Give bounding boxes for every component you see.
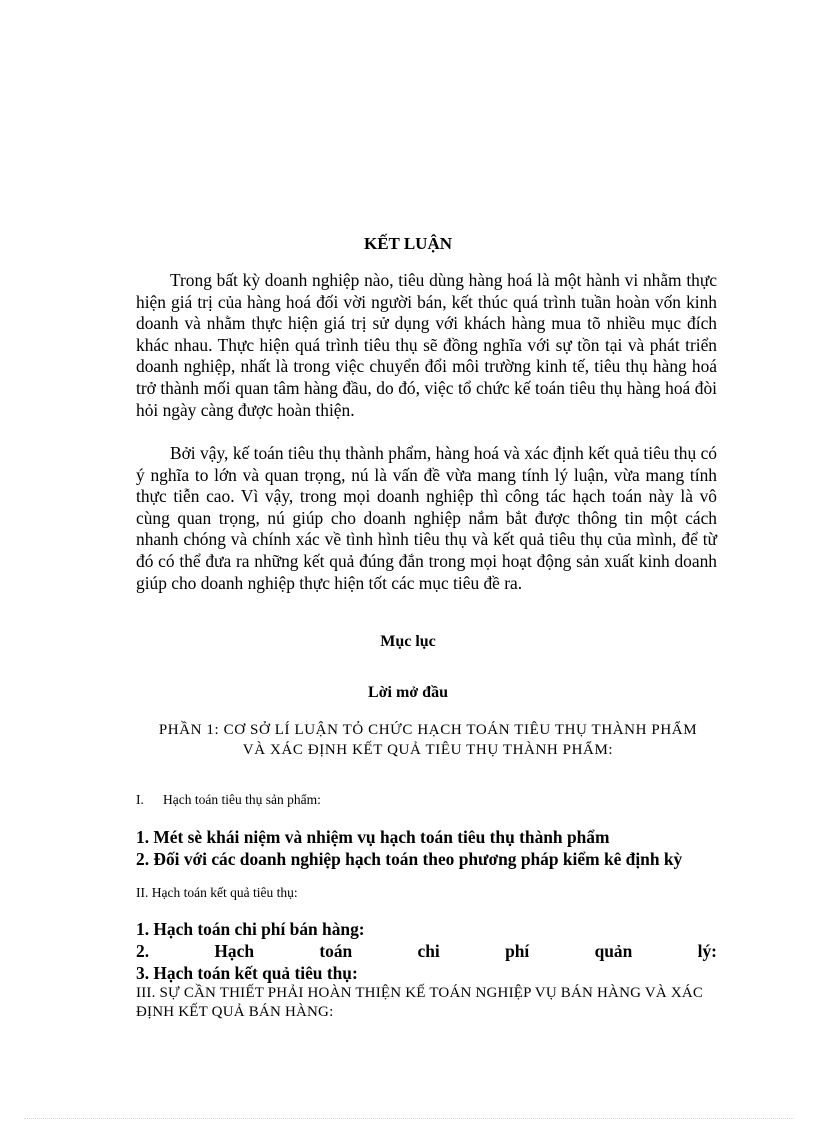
word: 2. [136,941,150,961]
word: quản [594,941,633,961]
paragraph-text: Bởi vậy, kế toán tiêu thụ thành phẩm, hàng hoá và xác định kết quả tiêu thụ có ý nghĩa to lớn và quan trọng, nú là vấn đề vừa mang tính lý luận, vừa mang tính thực tiễn cao. Vì vậy, trong mọi doanh nghiệp thì công tác hạch toán này là vô cùng quan trọng, nú giúp cho doanh nghiệp nắm bắt được thông tin một cách nhanh chóng và chính xác về tình hình tiêu thụ và kết quả tiêu thụ của mình, để từ đó có thể đưa ra những kết quả đúng đắn trong mọi hoạt động sản xuất kinh doanh giúp cho doanh nghiệp thực hiện tốt các mục tiêu đề ra. [136,443,717,593]
part1-heading: PHẦN 1: CƠ SỞ LÍ LUẬN TỎ CHỨC HẠCH TOÁN TIÊU THỤ THÀNH PHẨM VÀ XÁC ĐỊNH KẾT QUẢ TIÊU THỤ THÀNH PHẨM: [158,722,698,758]
word: toán [319,941,353,961]
word: lý: [697,941,717,961]
word: Hạch [214,941,254,961]
toc-item: 1. Mét sè khái niệm và nhiệm vụ hạch toán tiêu thụ thành phẩm [136,827,610,847]
section-2-heading: II. Hạch toán kết quả tiêu thụ: [136,885,298,900]
page-title: KẾT LUẬN [363,234,452,253]
toc-heading: Mục lục [380,633,436,650]
paragraph-text: Trong bất kỳ doanh nghiệp nào, tiêu dùng hàng hoá là một hành vi nhằm thực hiện giá trị của hàng hoá đối vời người bán, kết thúc quá trình tuần hoàn vốn kinh doanh và nhằm thực hiện giá trị sử dụng với khách hàng mua tõ nhiều mục đích khác nhau. Thực hiện quá trình tiêu thụ sẽ đồng nghĩa với sự tồn tại và phát triển doanh nghiệp, nhất là trong việc chuyển đổi môi trường kinh tế, tiêu thụ hàng hoá trở thành mối quan tâm hàng đầu, do đó, việc tổ chức kế toán tiêu thụ hàng hoá đòi hỏi ngày càng được hoàn thiện. [136,270,717,420]
word: chi [417,941,440,961]
toc-item: 1. Hạch toán chi phí bán hàng: [136,919,365,939]
word: phí [505,941,530,961]
toc-item-justified [136,941,717,962]
toc-item: 2. Đối với các doanh nghiệp hạch toán theo phương pháp kiểm kê định kỳ [136,849,683,869]
intro-heading: Lời mở đầu [368,684,448,701]
section-text: Hạch toán tiêu thụ sản phẩm: [163,792,321,807]
section-number: I. [136,792,144,807]
page-bottom-divider [24,1118,794,1119]
section-1-heading [136,792,321,808]
conclusion-paragraph-2 [136,443,717,594]
toc-item: 3. Hạch toán kết quả tiêu thụ: [136,963,358,983]
section-3-heading: III. SỰ CẦN THIẾT PHẢI HOÀN THIỆN KẾ TOÁN NGHIỆP VỤ BÁN HÀNG VÀ XÁC ĐỊNH KẾT QUẢ BÁN HÀNG: [136,985,704,1020]
conclusion-paragraph-1 [136,270,717,421]
